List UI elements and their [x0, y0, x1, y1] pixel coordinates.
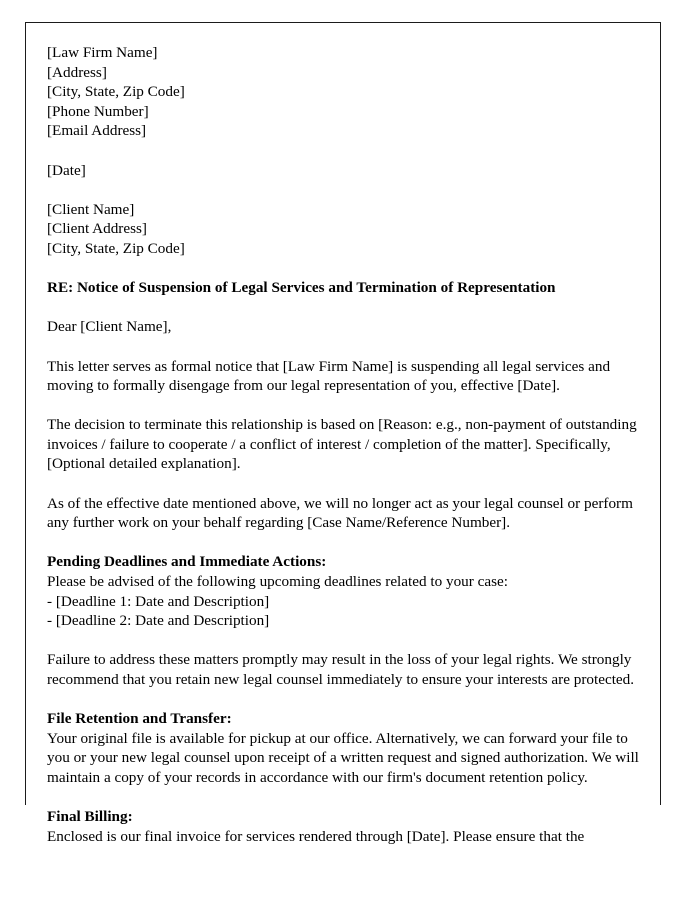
spacer-after-recipient [47, 259, 642, 279]
date-block [47, 161, 642, 181]
paragraph-effective-date: As of the effective date mentioned above, we will no longer act as your legal counsel or perform any further work on your behalf regarding [Case Name/Reference Number]. [47, 494, 633, 532]
sender-line-phone: [Phone Number] [47, 102, 149, 120]
sender-line-address: [Address] [47, 63, 107, 81]
paragraph-reason: The decision to terminate this relationship is based on [Reason: e.g., non-payment of outstanding invoices / failure to cooperate / a conflict of interest / completion of the matter]. Specifically, [Optional detailed explanation]. [47, 416, 637, 473]
spacer-after-salutation [47, 337, 642, 357]
sender-address-block [47, 43, 642, 141]
heading-pending-deadlines: Pending Deadlines and Immediate Actions: [47, 553, 327, 571]
sender-line-email: [Email Address] [47, 122, 147, 140]
recipient-line-city-state-zip: [City, State, Zip Code] [47, 239, 185, 257]
sender-line-firm: [Law Firm Name] [47, 44, 158, 61]
spacer-after-subject [47, 298, 642, 318]
recipient-address-block [47, 200, 642, 259]
paragraph-file-retention: Your original file is available for pickup at our office. Alternatively, we can forward your file to you or your new legal counsel upon receipt of a written request and signed authorization. We will maintain a copy of your records in accordance with our firm's document retention policy. [47, 729, 639, 786]
spacer-after-failure-warning [47, 690, 642, 710]
deadline-list-item: - [Deadline 2: Date and Description] [47, 612, 270, 630]
spacer-after-paragraph-reason [47, 474, 642, 494]
paragraph-notice: This letter serves as formal notice that [Law Firm Name] is suspending all legal services and moving to formally disengage from our legal representation of you, effective [Date]. [47, 357, 611, 395]
spacer-after-file-retention [47, 788, 642, 808]
heading-final-billing: Final Billing: [47, 808, 133, 826]
spacer-after-sender [47, 141, 642, 161]
spacer-after-deadlines [47, 631, 642, 651]
heading-file-retention: File Retention and Transfer: [47, 710, 232, 728]
subject-line: RE: Notice of Suspension of Legal Services and Termination of Representation [47, 279, 556, 297]
deadline-list-item: - [Deadline 1: Date and Description] [47, 592, 270, 610]
spacer-after-paragraph-effective-date [47, 533, 642, 553]
recipient-line-address: [Client Address] [47, 220, 147, 238]
spacer-after-paragraph-notice [47, 396, 642, 416]
recipient-line-name: [Client Name] [47, 200, 135, 218]
paragraph-final-billing: Enclosed is our final invoice for services rendered through [Date]. Please ensure that the [47, 827, 585, 845]
sender-line-city-state-zip: [City, State, Zip Code] [47, 83, 185, 101]
salutation: Dear [Client Name], [47, 318, 172, 336]
paragraph-failure-warning: Failure to address these matters promptly may result in the loss of your legal rights. We strongly recommend that you retain new legal counsel immediately to ensure your interests are protected. [47, 651, 635, 688]
letter-content [47, 43, 642, 846]
document-page [25, 22, 661, 845]
spacer-after-date [47, 180, 642, 200]
pending-deadlines-intro: Please be advised of the following upcoming deadlines related to your case: [47, 573, 508, 591]
date-line: [Date] [47, 161, 86, 179]
